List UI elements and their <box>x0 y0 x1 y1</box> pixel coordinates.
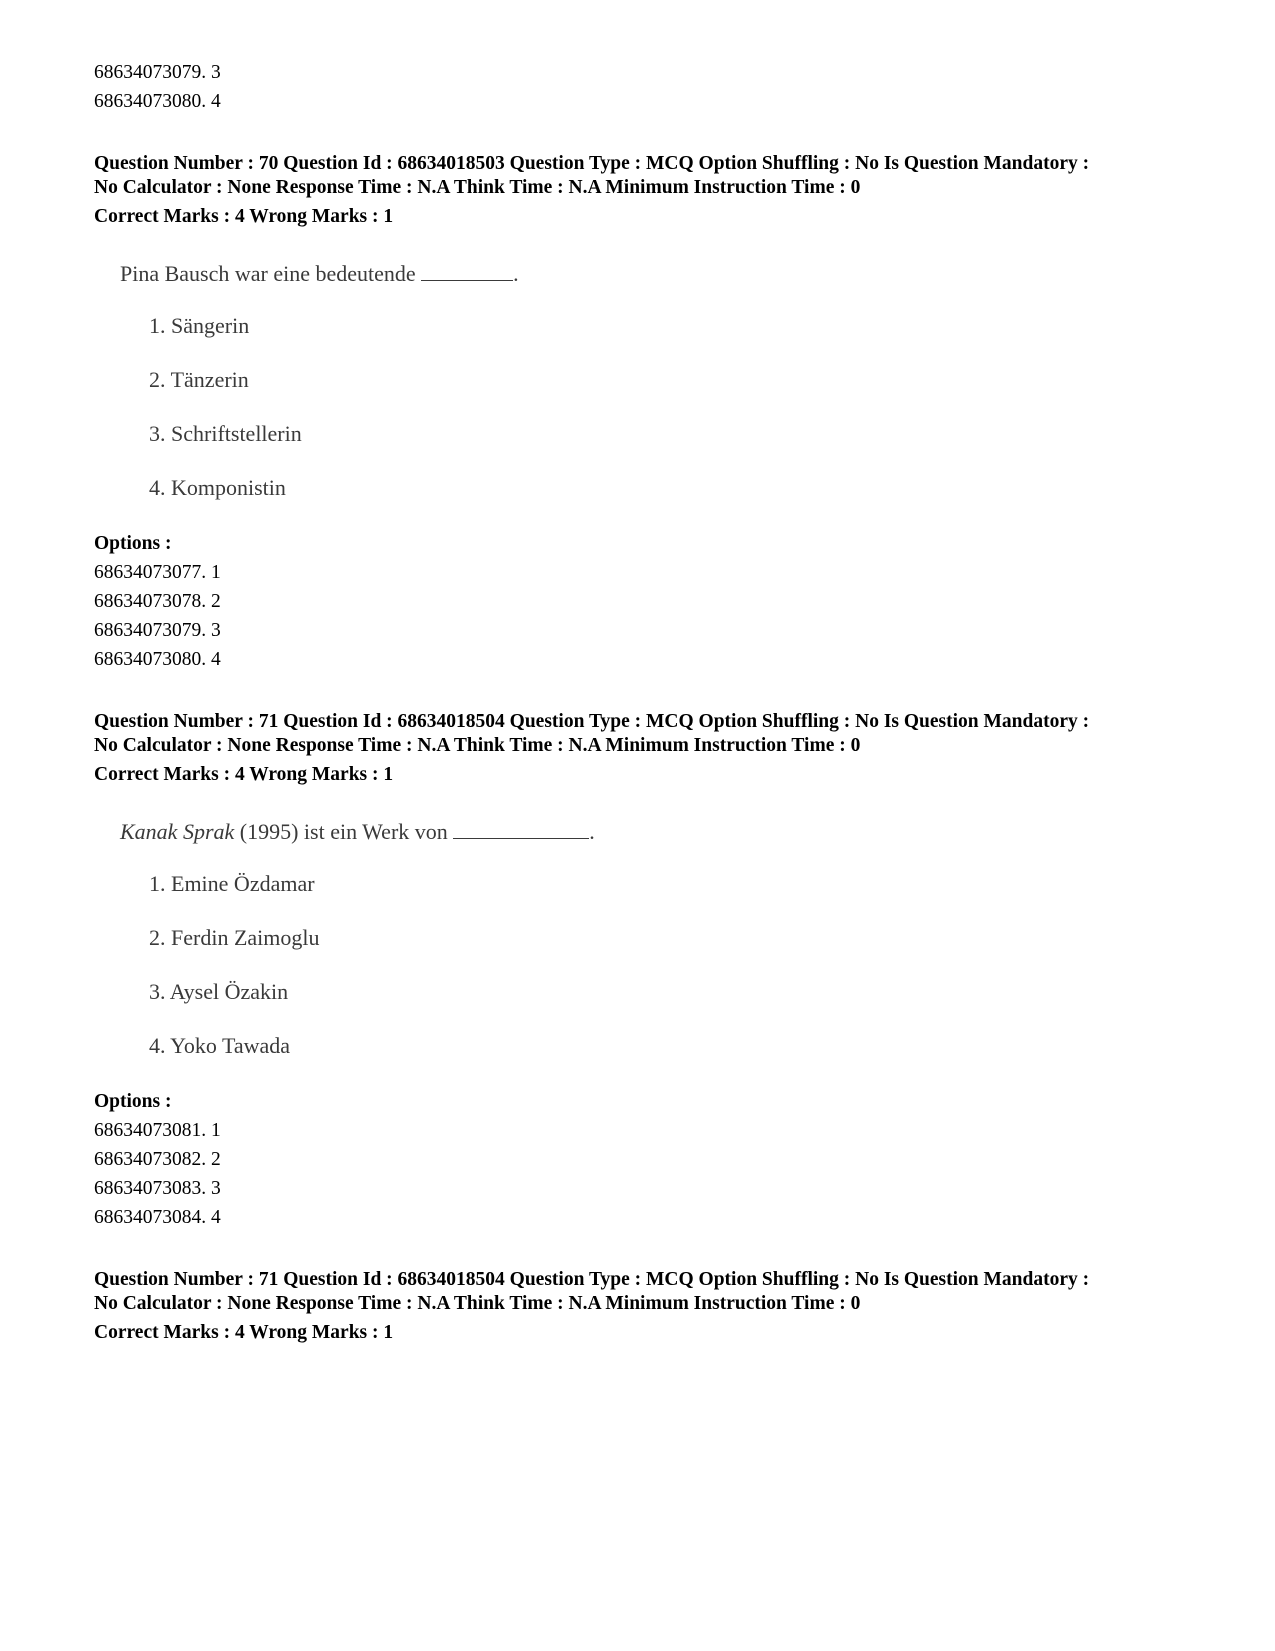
answer-choice: 3. Aysel Özakin <box>149 979 289 1004</box>
answer-choice: 2. Tänzerin <box>149 367 249 392</box>
answer-choice: 4. Komponistin <box>149 475 286 500</box>
question-block-70 <box>94 152 1214 674</box>
option-line: 68634073084. 4 <box>94 1207 221 1228</box>
answer-choice: 3. Schriftstellerin <box>149 421 302 446</box>
option-line: 68634073079. 3 <box>94 62 221 83</box>
question-meta-line-1: Question Number : 71 Question Id : 68634018504 Question Type : MCQ Option Shuffling : No Is Question Mandatory : <box>94 711 1090 732</box>
answer-choices <box>149 311 1214 503</box>
question-marks: Correct Marks : 4 Wrong Marks : 1 <box>94 764 394 785</box>
option-line: 68634073082. 2 <box>94 1149 221 1170</box>
question-meta-line-1: Question Number : 70 Question Id : 68634018503 Question Type : MCQ Option Shuffling : No Is Question Mandatory : <box>94 153 1090 174</box>
question-marks: Correct Marks : 4 Wrong Marks : 1 <box>94 206 394 227</box>
answer-choice: 2. Ferdin Zaimoglu <box>149 925 320 950</box>
question-marks: Correct Marks : 4 Wrong Marks : 1 <box>94 1322 394 1343</box>
answer-choice: 1. Emine Özdamar <box>149 871 315 896</box>
options-label: Options : <box>94 533 172 554</box>
answer-blank <box>453 818 589 839</box>
option-line: 68634073083. 3 <box>94 1178 221 1199</box>
option-line: 68634073080. 4 <box>94 649 221 670</box>
option-line: 68634073077. 1 <box>94 562 221 583</box>
question-block-71 <box>94 710 1214 1232</box>
question-prompt-text: (1995) ist ein Werk von <box>239 819 448 844</box>
question-meta-line-2: No Calculator : None Response Time : N.A Think Time : N.A Minimum Instruction Time : 0 <box>94 735 861 756</box>
question-prompt: Pina Bausch war eine bedeutende . <box>120 261 519 286</box>
option-line: 68634073080. 4 <box>94 91 221 112</box>
option-line: 68634073079. 3 <box>94 620 221 641</box>
question-image <box>94 259 1214 503</box>
question-meta-line-2: No Calculator : None Response Time : N.A Think Time : N.A Minimum Instruction Time : 0 <box>94 177 861 198</box>
option-line: 68634073081. 1 <box>94 1120 221 1141</box>
question-prompt: Kanak Sprak (1995) ist ein Werk von . <box>120 819 595 844</box>
question-meta-line-2: No Calculator : None Response Time : N.A Think Time : N.A Minimum Instruction Time : 0 <box>94 1293 861 1314</box>
answer-blank <box>421 260 513 281</box>
options-label: Options : <box>94 1091 172 1112</box>
question-block-next <box>94 1268 1214 1347</box>
previous-options-list <box>94 58 1214 116</box>
option-line: 68634073078. 2 <box>94 591 221 612</box>
question-meta-line-1: Question Number : 71 Question Id : 68634018504 Question Type : MCQ Option Shuffling : No Is Question Mandatory : <box>94 1269 1090 1290</box>
answer-choices <box>149 869 1214 1061</box>
work-title: Kanak Sprak <box>120 819 235 844</box>
answer-choice: 1. Sängerin <box>149 313 250 338</box>
answer-choice: 4. Yoko Tawada <box>149 1033 291 1058</box>
document-page <box>94 58 1214 1347</box>
question-image <box>94 817 1214 1061</box>
question-prompt-text: Pina Bausch war eine bedeutende <box>120 261 416 286</box>
